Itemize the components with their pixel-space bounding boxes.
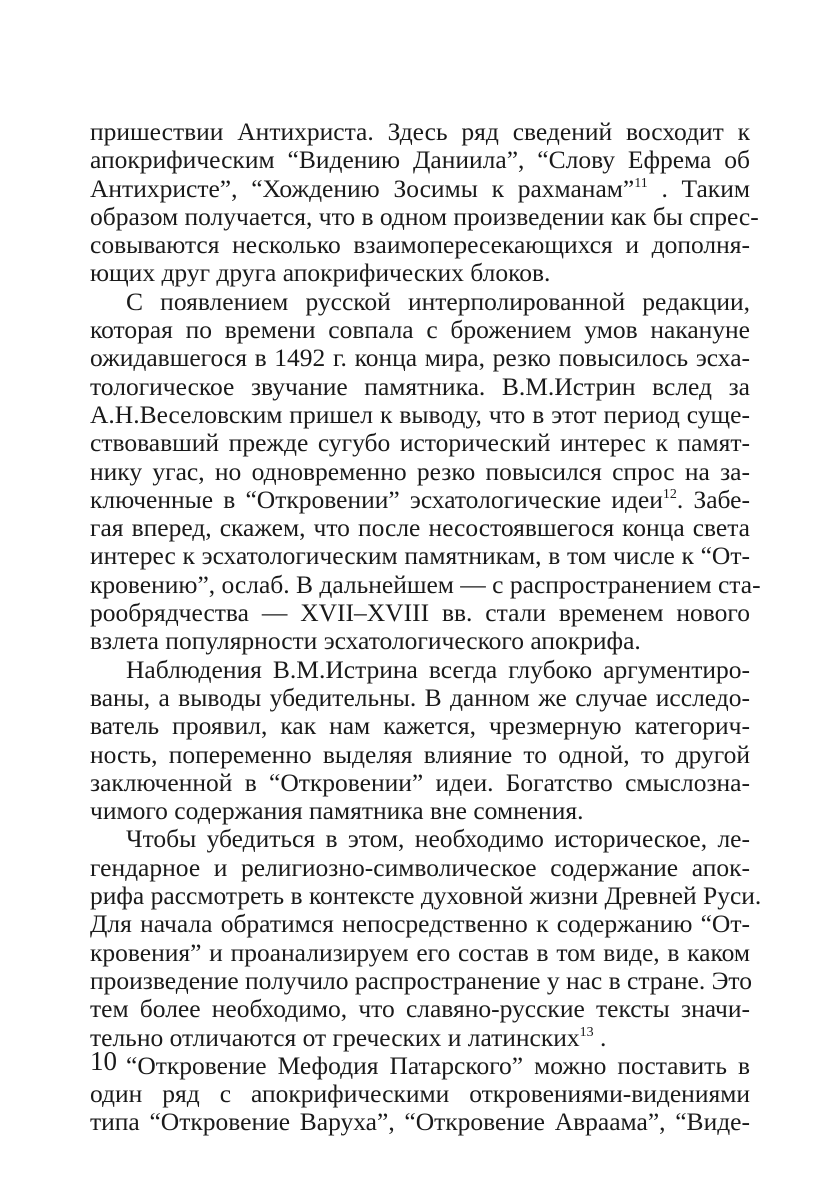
text-line: ность, попеременно выделяя влияние то одной, то другой (90, 739, 750, 769)
paragraph (90, 117, 759, 288)
text-line: Антихристе”, “Хождению Зосимы к рахманам”$^{11}$ . Таким (90, 173, 750, 203)
text-line: заключенной в “Откровении” идеи. Богатство смыслозна- (90, 767, 750, 797)
paragraph (90, 824, 762, 1052)
text-line: типа “Откровение Варуха”, “Откровение Авраама”, “Виде- (90, 1107, 750, 1137)
text-line: ваны, а выводы убедительны. В данном же случае исследо- (90, 682, 750, 712)
text-line: произведение получило распространение у нас в стране. Это (90, 965, 752, 995)
text-line: рообрядчества — XVII–XVIII вв. стали временем нового (90, 598, 750, 628)
text-line: А.Н.Веселовским пришел к выводу, что в этот период суще- (90, 399, 750, 429)
text-line: которая по времени совпала с брожением умов накануне (90, 315, 750, 345)
text-line: пришествии Антихриста. Здесь ряд сведений восходит к (90, 117, 750, 146)
text-line: гая вперед, скажем, что после несостоявшегося конца света (90, 513, 750, 543)
text-line: тологическое звучание памятника. В.М.Истрин вслед за (90, 371, 750, 401)
text-line: рифа рассмотреть в контексте духовной жизни Древней Руси. (90, 881, 762, 911)
text-line: “Откровение Мефодия Патарского” можно поставить в (126, 1050, 750, 1080)
text-line: кровения” и проанализируем его состав в том виде, в каком (90, 937, 750, 967)
text-line: тем более необходимо, что славяно-русские тексты значи- (90, 994, 750, 1024)
text-line: апокрифическим “Видению Даниила”, “Слову Ефрема об (90, 145, 750, 175)
paragraph (90, 286, 761, 656)
text-line: кровению”, ослаб. В дальнейшем — с распространением ста- (90, 569, 761, 599)
text-line: Для начала обратимся непосредственно к содержанию “От- (90, 909, 750, 939)
text-line: гендарное и религиозно-символическое содержание апок- (90, 852, 750, 882)
text-line: нику угас, но одновременно резко повысился спрос на за- (90, 456, 750, 486)
text-line: взлета популярности эсхатологического апокрифа. (90, 626, 641, 656)
text-line: Наблюдения В.М.Истрина всегда глубоко аргументиро- (126, 654, 750, 684)
text-line: ключенные в “Откровении” эсхатологические идеи$^{12}$. Забе- (90, 484, 750, 514)
footnote-reference: 13 (579, 1024, 594, 1040)
text-line: чимого содержания памятника вне сомнения. (90, 796, 584, 826)
footnote-reference: 12 (662, 486, 677, 502)
text-line: совываются несколько взаимопересекающихся и дополня- (90, 230, 750, 260)
text-line: ствовавший прежде сугубо исторический интерес к памят- (90, 428, 750, 458)
text-line: ватель проявил, как нам кажется, чрезмерную категорич- (90, 711, 750, 741)
paragraph (90, 1052, 750, 1137)
text-line: тельно отличаются от греческих и латинских$^{13}$ . (90, 1022, 607, 1052)
page-number: 10 (90, 1046, 117, 1076)
text-line: Чтобы убедиться в этом, необходимо историческое, ле- (126, 824, 750, 854)
footnote-reference: 11 (634, 175, 648, 191)
text-line: интерес к эсхатологическим памятникам, в том числе к “От- (90, 541, 750, 571)
text-line: один ряд с апокрифическими откровениями-видениями (90, 1079, 750, 1109)
paragraph (90, 656, 750, 826)
text-line: ожидавшегося в 1492 г. конца мира, резко повысилось эсха- (90, 343, 750, 373)
text-line: ющих друг друга апокрифических блоков. (90, 258, 551, 288)
body-text (90, 117, 762, 1137)
text-line: образом получается, что в одном произведении как бы спрес- (90, 201, 759, 231)
text-line: С появлением русской интерполированной редакции, (126, 286, 750, 316)
